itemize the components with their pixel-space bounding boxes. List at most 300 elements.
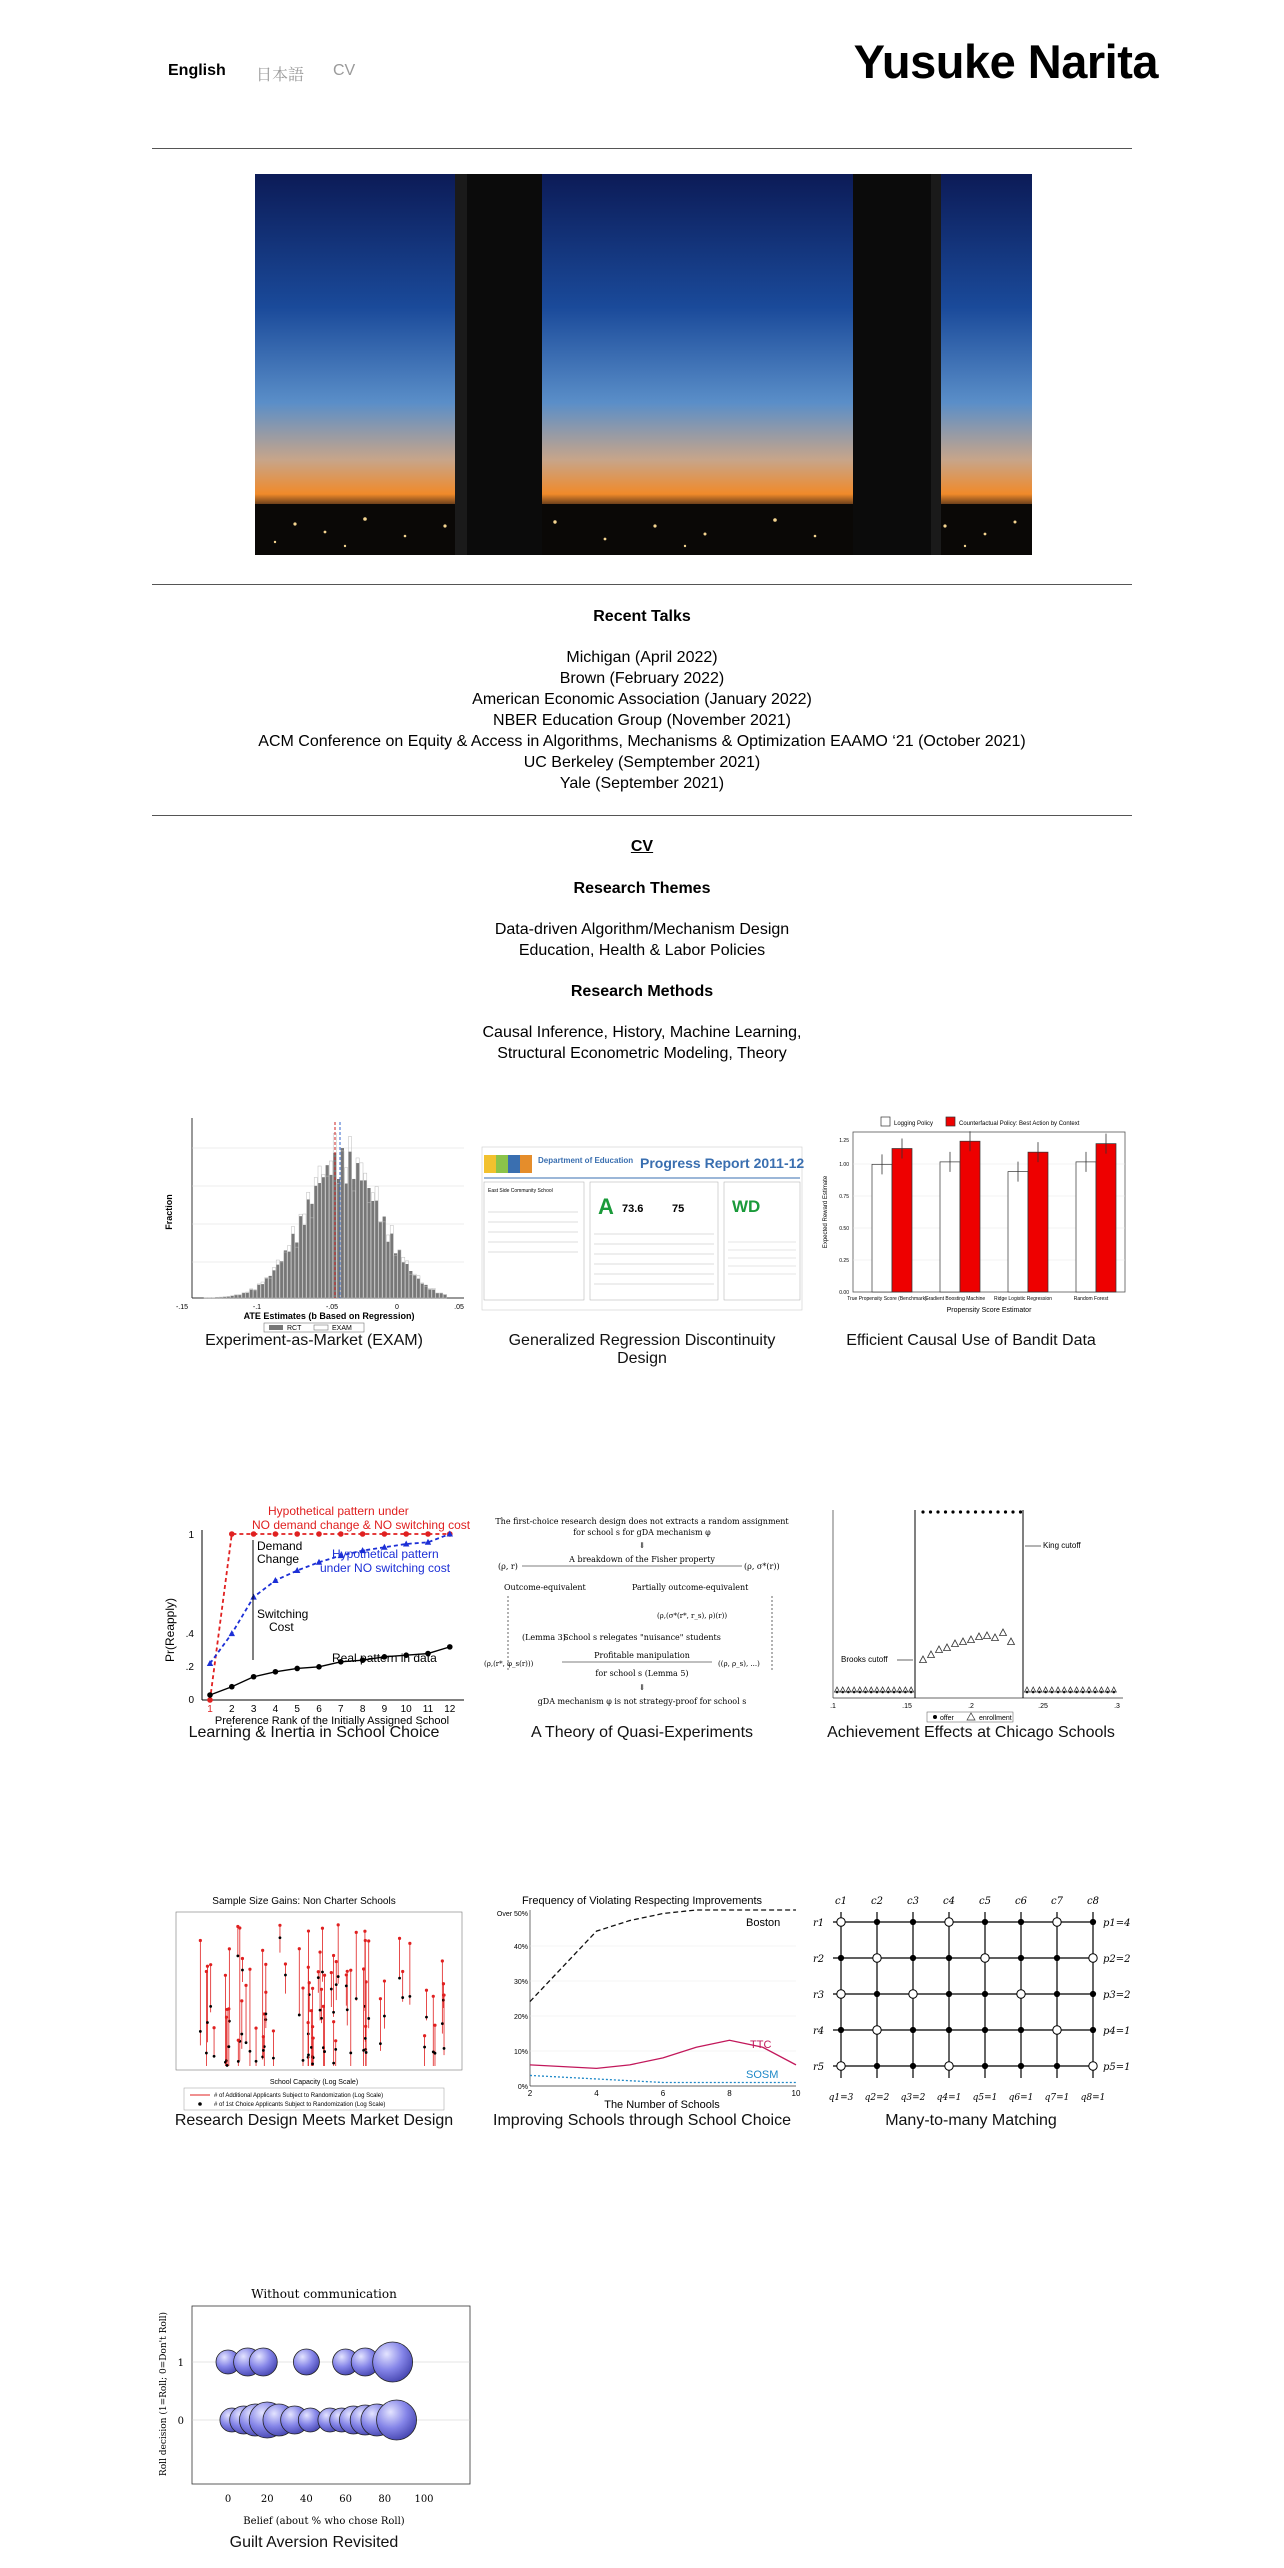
- project-label[interactable]: Guilt Aversion Revisited: [229, 2534, 399, 2551]
- sample-point: [199, 2030, 202, 2033]
- sample-point: [442, 1999, 445, 2002]
- chicago-offer-point: [1004, 1510, 1007, 1513]
- chicago-enroll-point: [928, 1651, 935, 1658]
- quality-review-grade: WD: [732, 1197, 761, 1216]
- window-frame-right: [853, 174, 931, 555]
- inertia-ann-switch: Cost: [269, 1620, 294, 1634]
- hero-divider: [152, 584, 1132, 585]
- inertia-black-point: [229, 1684, 235, 1690]
- sample-top-point: [379, 1997, 382, 2000]
- inertia-blue-point: [272, 1577, 278, 1583]
- guilt-xtick: 80: [378, 2494, 392, 2505]
- inertia-ytick: 0: [188, 1695, 194, 1706]
- lang-english-link[interactable]: English: [168, 62, 226, 79]
- guilt-bubble: [377, 2400, 417, 2440]
- svg-text:(ρ,(r*, φ_s(r))): (ρ,(r*, φ_s(r))): [484, 1660, 534, 1668]
- sample-top-point: [272, 2029, 275, 2032]
- matching-quota-label: q8=1: [1080, 2093, 1106, 2103]
- chicago-legend-offer: offer: [940, 1715, 954, 1722]
- quasi-poe: Partially outcome-equivalent: [632, 1583, 749, 1592]
- inertia-black-point: [447, 1644, 453, 1650]
- overall-score: 73.6: [622, 1203, 644, 1215]
- improving-ytick: 10%: [513, 2049, 528, 2056]
- matching-quota-label: q2=2: [864, 2093, 890, 2103]
- sample-top-point: [298, 1947, 301, 1950]
- grade-letter: A: [598, 1194, 614, 1219]
- svg-text:((ρ, ρ_s), ...): ((ρ, ρ_s), ...): [718, 1660, 760, 1668]
- talk-item: UC Berkeley (Semptember 2021): [523, 754, 761, 771]
- chicago-offer-point: [944, 1510, 947, 1513]
- chicago-enroll-point: [992, 1634, 999, 1641]
- project-label[interactable]: Many-to-many Matching: [885, 2112, 1057, 2129]
- matching-quota-label: q6=1: [1008, 2093, 1034, 2103]
- exam-legend-exam: EXAM: [332, 1325, 352, 1332]
- improving-chart-thumbnail: [482, 1892, 802, 2112]
- cv-nav-link[interactable]: CV: [333, 62, 356, 79]
- sample-point: [367, 2017, 370, 2020]
- talk-item: Michigan (April 2022): [566, 649, 718, 666]
- guilt-bubble: [293, 2349, 319, 2375]
- project-label[interactable]: Research Design Meets Market Design: [174, 2112, 454, 2129]
- sample-top-point: [425, 1989, 428, 1992]
- inertia-ann-switch: Switching: [257, 1607, 309, 1621]
- bandit-bar: [1028, 1152, 1048, 1292]
- sample-point: [425, 2016, 428, 2019]
- sample-point: [319, 2009, 322, 2012]
- project-matching[interactable]: [811, 1892, 1131, 2130]
- sample-top-point: [349, 1969, 352, 1972]
- nyc-doe-brand: Department of Education: [538, 1156, 634, 1165]
- matching-node: [982, 2063, 987, 2068]
- sample-top-point: [363, 1930, 366, 1933]
- recent-talks-heading: Recent Talks: [593, 608, 691, 625]
- matching-node: [837, 1990, 845, 1998]
- project-label[interactable]: Learning & Inertia in School Choice: [188, 1724, 440, 1741]
- sample-top-point: [241, 1957, 244, 1960]
- exam-bar: [288, 1252, 291, 1298]
- exam-bar: [318, 1183, 321, 1298]
- research-themes-heading: Research Themes: [573, 880, 711, 897]
- matching-node: [982, 1991, 987, 1996]
- sample-top-point: [199, 1939, 202, 1942]
- quasi-line: for school s for gDA mechanism φ: [573, 1528, 711, 1537]
- sample-point: [227, 2045, 230, 2048]
- matching-node: [910, 2027, 915, 2032]
- exam-histogram-thumbnail: [154, 1112, 474, 1332]
- exam-bar: [246, 1293, 249, 1298]
- chicago-enroll-point: [960, 1638, 967, 1645]
- svg-text:1: 1: [177, 2358, 184, 2369]
- project-chicago[interactable]: [811, 1500, 1131, 1742]
- project-bandit[interactable]: [811, 1112, 1131, 1350]
- inertia-ann-blue: under NO switching cost: [320, 1561, 451, 1575]
- matching-quota-label: q5=1: [972, 2093, 998, 2103]
- matching-node: [981, 1954, 989, 1962]
- bandit-bar: [940, 1162, 960, 1292]
- exam-bar: [386, 1242, 389, 1298]
- improving-ytick: 20%: [513, 2014, 528, 2021]
- matching-quota-label: q4=1: [936, 2093, 962, 2103]
- inertia-ann-real: Real pattern in data: [332, 1651, 437, 1665]
- sample-point: [355, 1997, 358, 2000]
- sample-point: [205, 2052, 208, 2055]
- cv-section: [0, 836, 1284, 1064]
- improving-ytick: Over 50%: [496, 1911, 528, 1918]
- exam-bar: [398, 1250, 401, 1298]
- exam-bar: [291, 1234, 294, 1298]
- inertia-red-point: [251, 1531, 257, 1537]
- project-exam[interactable]: [154, 1112, 474, 1350]
- exam-bar: [295, 1242, 298, 1298]
- inertia-ytick: .4: [185, 1629, 194, 1640]
- sample-point: [317, 1976, 320, 1979]
- matching-node: [1054, 2063, 1059, 2068]
- matching-node: [873, 1954, 881, 1962]
- sample-point: [236, 1954, 239, 1957]
- exam-bars: [204, 1134, 447, 1298]
- matching-col-label: c1: [835, 1896, 847, 1907]
- guilt-xtick: 60: [339, 2494, 352, 2505]
- project-label[interactable]: Achievement Effects at Chicago Schools: [827, 1724, 1115, 1741]
- matching-row-label: r3: [813, 1990, 825, 2001]
- bandit-ytick: 1.25: [839, 1138, 849, 1144]
- guilt-xtick: 0: [224, 2494, 232, 2505]
- sample-point: [408, 1995, 411, 1998]
- inertia-ann-demand: Demand: [257, 1539, 303, 1553]
- sample-top-point: [318, 1950, 321, 1953]
- sample-point: [209, 2005, 212, 2008]
- chicago-xtick: .3: [1114, 1703, 1120, 1710]
- project-inertia[interactable]: [154, 1500, 474, 1742]
- exam-legend-rct: RCT: [287, 1325, 302, 1332]
- matching-node: [945, 1918, 953, 1926]
- improving-xtick: 2: [527, 2089, 533, 2098]
- inertia-red-point: [382, 1531, 388, 1537]
- matching-node: [910, 2063, 915, 2068]
- sample-top-point: [323, 1974, 326, 1977]
- sample-point: [307, 2054, 310, 2057]
- bandit-ytick: 0.75: [839, 1194, 849, 1200]
- matching-node: [1089, 2062, 1097, 2070]
- bandit-bar: [892, 1149, 912, 1292]
- matching-grid: [813, 1896, 1131, 2103]
- quasi-lemma: A breakdown of the Fisher property: [569, 1555, 715, 1564]
- sample-top-point: [408, 1942, 411, 1945]
- exam-bar: [322, 1177, 325, 1298]
- bandit-ytick: 0.25: [839, 1258, 849, 1264]
- chicago-brooks-label: Brooks cutoff: [841, 1655, 888, 1664]
- exam-bar: [231, 1296, 234, 1298]
- inertia-ytick: 1: [188, 1530, 194, 1541]
- matching-col-label: c6: [1015, 1896, 1027, 1907]
- bandit-legend-logging: Logging Policy: [894, 1121, 934, 1127]
- chicago-offer-point: [959, 1510, 962, 1513]
- sample-point: [432, 2050, 435, 2053]
- chicago-enroll-point: [936, 1646, 943, 1653]
- matching-col-label: c5: [979, 1896, 991, 1907]
- project-label[interactable]: Experiment-as-Market (EXAM): [205, 1332, 423, 1349]
- sample-point: [364, 2037, 367, 2040]
- matching-node: [874, 2063, 879, 2068]
- matching-node: [1053, 1918, 1061, 1926]
- sample-top-point: [212, 2026, 215, 2029]
- project-research-market-design[interactable]: [154, 1892, 474, 2130]
- svg-text:0: 0: [177, 2416, 184, 2427]
- matching-node: [1017, 1990, 1025, 1998]
- project-label[interactable]: Generalized Regression Discontinuity Design: [508, 1332, 776, 1367]
- talk-item: Yale (September 2021): [559, 775, 725, 792]
- sample-top-point: [321, 1927, 324, 1930]
- chicago-enroll-point: [1000, 1629, 1007, 1636]
- sample-point: [383, 2015, 386, 2018]
- exam-bar: [428, 1289, 431, 1298]
- theme-item: Education, Health & Labor Policies: [518, 942, 766, 959]
- sample-point: [321, 1971, 324, 1974]
- quasi-manip: Profitable manipulation: [594, 1651, 690, 1660]
- matching-col-label: c2: [871, 1896, 883, 1907]
- bandit-legend-counterfactual: Counterfactual Policy: Best Action by Context: [959, 1121, 1080, 1127]
- sample-size-thumbnail: [154, 1892, 474, 2112]
- sample-point: [302, 2059, 305, 2062]
- exam-bar: [280, 1261, 283, 1298]
- inertia-xtick: 11: [422, 1704, 434, 1715]
- sample-top-point: [225, 2016, 228, 2019]
- sample-point: [225, 2059, 228, 2062]
- sample-point: [362, 2049, 365, 2052]
- talk-item: ACM Conference on Equity & Access in Algorithms, Mechanisms & Optimization EAAMO ‘21 (October 2021): [258, 733, 1026, 750]
- inertia-xtick: 9: [381, 1704, 388, 1715]
- inertia-xtick: 3: [250, 1704, 257, 1715]
- chicago-offer-point: [996, 1510, 999, 1513]
- sample-point: [379, 2042, 382, 2045]
- guilt-xticks: [225, 2494, 434, 2505]
- exam-bar: [364, 1180, 367, 1298]
- sample-point: [334, 2048, 337, 2051]
- project-label[interactable]: Improving Schools through School Choice: [493, 2112, 791, 2129]
- exam-bar: [367, 1188, 370, 1298]
- inertia-blue-point: [250, 1594, 256, 1600]
- sample-point: [240, 2033, 243, 2036]
- exam-tick: -.05: [325, 1304, 339, 1311]
- matching-node: [1090, 1991, 1095, 1996]
- sample-point: [345, 1984, 348, 1987]
- sample-top-point: [284, 1962, 287, 1965]
- sample-point: [423, 2046, 426, 2049]
- sample-top-point: [237, 2039, 240, 2042]
- improving-xtick: 8: [727, 2089, 732, 2098]
- hero-photo: [255, 174, 1032, 555]
- sample-point: [284, 1974, 287, 1977]
- talks-divider: [152, 815, 1132, 816]
- matching-node: [874, 1919, 879, 1924]
- exam-bar: [261, 1284, 264, 1298]
- inertia-red-point: [273, 1531, 279, 1537]
- exam-bar: [250, 1290, 253, 1298]
- sample-point: [365, 2051, 368, 2054]
- improving-xtick: 10: [791, 2089, 801, 2098]
- inertia-ann-red: NO demand change & NO switching cost: [252, 1518, 471, 1532]
- exam-bar: [341, 1148, 344, 1298]
- matching-col-label: c3: [907, 1896, 919, 1907]
- sample-top-point: [442, 1994, 445, 1997]
- inertia-xtick: 6: [316, 1704, 322, 1715]
- inertia-ann-demand: Change: [257, 1552, 300, 1566]
- lang-japanese-link[interactable]: 日本語: [256, 67, 305, 84]
- improving-series-label: Boston: [746, 1917, 781, 1929]
- sample-top-point: [362, 1967, 365, 1970]
- cv-link[interactable]: CV: [630, 838, 654, 855]
- inertia-xtick: 2: [229, 1704, 235, 1715]
- exam-bar: [375, 1201, 378, 1298]
- matching-node: [1018, 1919, 1023, 1924]
- sample-top-point: [337, 1923, 340, 1926]
- matching-node: [946, 1955, 951, 1960]
- sample-point: [226, 2064, 229, 2067]
- inertia-red-point: [316, 1531, 322, 1537]
- exam-bar: [405, 1264, 408, 1298]
- chicago-xtick: .25: [1038, 1703, 1048, 1710]
- inertia-black-point: [273, 1669, 279, 1675]
- progress-report-title: Progress Report 2011-12: [640, 1155, 805, 1171]
- research-methods-heading: Research Methods: [570, 983, 714, 1000]
- project-label[interactable]: A Theory of Quasi-Experiments: [530, 1724, 754, 1741]
- sample-top-point: [332, 1954, 335, 1957]
- sample-top-point: [227, 2007, 230, 2010]
- site-title[interactable]: Yusuke Narita: [853, 35, 1158, 88]
- svg-text:⇓: ⇓: [638, 1683, 646, 1692]
- matching-quota-label: q7=1: [1044, 2093, 1070, 2103]
- improving-ytick: 40%: [513, 1944, 528, 1951]
- inertia-red-point: [294, 1531, 300, 1537]
- exam-bar: [421, 1284, 424, 1298]
- exam-bar: [326, 1165, 329, 1298]
- progress-report-thumbnail: [482, 1112, 805, 1332]
- matching-diagram-thumbnail: [811, 1892, 1131, 2112]
- quasi-line: The first-choice research design does not extracts a random assignment: [495, 1517, 789, 1526]
- sample-top-point: [335, 1960, 338, 1963]
- chicago-offer-point: [936, 1510, 939, 1513]
- bandit-ytick: 0.00: [839, 1290, 849, 1296]
- improving-title: Frequency of Violating Respecting Improvements: [521, 1895, 763, 1907]
- sample-top-point: [332, 2020, 335, 2023]
- svg-text:(Lemma 3): (Lemma 3): [522, 1633, 566, 1642]
- sample-top-point: [224, 1974, 227, 1977]
- matching-row-label: r5: [813, 2062, 825, 2073]
- sample-top-point: [307, 1929, 310, 1932]
- sample-legend-2: # of 1st Choice Applicants Subject to Randomization (Log Scale): [214, 2102, 386, 2108]
- exam-bar: [272, 1270, 275, 1298]
- chicago-offer-point: [981, 1510, 984, 1513]
- exam-bar: [234, 1295, 237, 1298]
- matching-col-label: c4: [943, 1896, 955, 1907]
- sample-xlabel: School Capacity (Log Scale): [269, 2079, 359, 2086]
- inertia-red-point: [338, 1531, 344, 1537]
- exam-bar: [307, 1199, 310, 1298]
- chicago-offer-point: [989, 1510, 992, 1513]
- bandit-xlabel: Propensity Score Estimator: [946, 1307, 1032, 1314]
- improving-series-label: SOSM: [746, 2069, 779, 2081]
- project-guilt-aversion[interactable]: [154, 2284, 474, 2568]
- bandit-bar: [1008, 1172, 1028, 1292]
- improving-xticks: [528, 2089, 801, 2098]
- matching-node: [946, 2027, 951, 2032]
- exam-bar: [360, 1180, 363, 1298]
- improving-ytick: 0%: [517, 2084, 528, 2091]
- exam-bar: [299, 1216, 302, 1298]
- sample-point: [311, 2063, 314, 2066]
- exam-bar: [383, 1217, 386, 1298]
- inertia-red-point: [229, 1531, 235, 1537]
- exam-bar: [371, 1201, 374, 1298]
- exam-bar: [345, 1184, 348, 1298]
- matching-capacity-label: p5=1: [1103, 2062, 1131, 2073]
- exam-bar: [394, 1253, 397, 1298]
- inertia-black-point: [316, 1664, 322, 1670]
- exam-bar: [257, 1285, 260, 1298]
- sample-legend-1: # of Additional Applicants Subject to Randomization (Log Scale): [214, 2093, 384, 2099]
- sample-point: [337, 1975, 340, 1978]
- inertia-red-point: [360, 1531, 366, 1537]
- guilt-title: Without communication: [251, 2287, 397, 2301]
- bandit-bar: [872, 1164, 892, 1292]
- sample-top-point: [254, 2026, 257, 2029]
- sample-top-point: [264, 1991, 267, 1994]
- sample-point: [272, 2057, 275, 2060]
- chicago-xtick: .1: [830, 1703, 836, 1710]
- exam-bar: [314, 1186, 317, 1298]
- improving-xlabel: The Number of Schools: [604, 2099, 720, 2111]
- sample-point: [279, 1936, 282, 1939]
- inertia-black-point: [251, 1674, 257, 1680]
- chicago-enroll-point: [944, 1644, 951, 1651]
- matching-node: [910, 1919, 915, 1924]
- sample-top-point: [248, 1968, 251, 1971]
- matching-node: [1090, 1919, 1095, 1924]
- matching-node: [982, 2027, 987, 2032]
- matching-row-label: r2: [813, 1954, 825, 1965]
- inertia-xtick: 7: [338, 1704, 344, 1715]
- exam-bar: [284, 1250, 287, 1298]
- matching-row-label: r1: [813, 1918, 825, 1929]
- matching-node: [1018, 2027, 1023, 2032]
- project-improving-schools[interactable]: [482, 1892, 802, 2130]
- recent-talks-section: [0, 606, 1284, 794]
- guilt-bubble: [249, 2348, 277, 2376]
- inertia-xtick: 4: [272, 1704, 279, 1715]
- inertia-xtick: 5: [294, 1704, 300, 1715]
- inertia-xtick: 8: [359, 1704, 366, 1715]
- project-quasi[interactable]: [482, 1500, 802, 1742]
- inertia-xtick: 1: [207, 1704, 213, 1715]
- sample-top-point: [383, 1979, 386, 1982]
- window-frame-left: [467, 174, 542, 555]
- matching-node: [909, 1990, 917, 1998]
- exam-bar: [352, 1179, 355, 1298]
- sample-point: [335, 1983, 338, 1986]
- guilt-bubble: [373, 2342, 413, 2382]
- improving-ytick: 30%: [513, 1979, 528, 1986]
- project-grdd[interactable]: [482, 1112, 805, 1368]
- exam-bar: [238, 1295, 241, 1298]
- sample-point: [298, 2014, 301, 2017]
- guilt-xtick: 40: [300, 2494, 313, 2505]
- talk-item: American Economic Association (January 2022): [472, 691, 812, 708]
- sample-top-point: [240, 1999, 243, 2002]
- sample-point: [320, 2017, 323, 2020]
- exam-bar: [348, 1152, 351, 1298]
- project-label[interactable]: Efficient Causal Use of Bandit Data: [846, 1332, 1096, 1349]
- bandit-ylabel: Expected Reward Estimate: [823, 1175, 829, 1249]
